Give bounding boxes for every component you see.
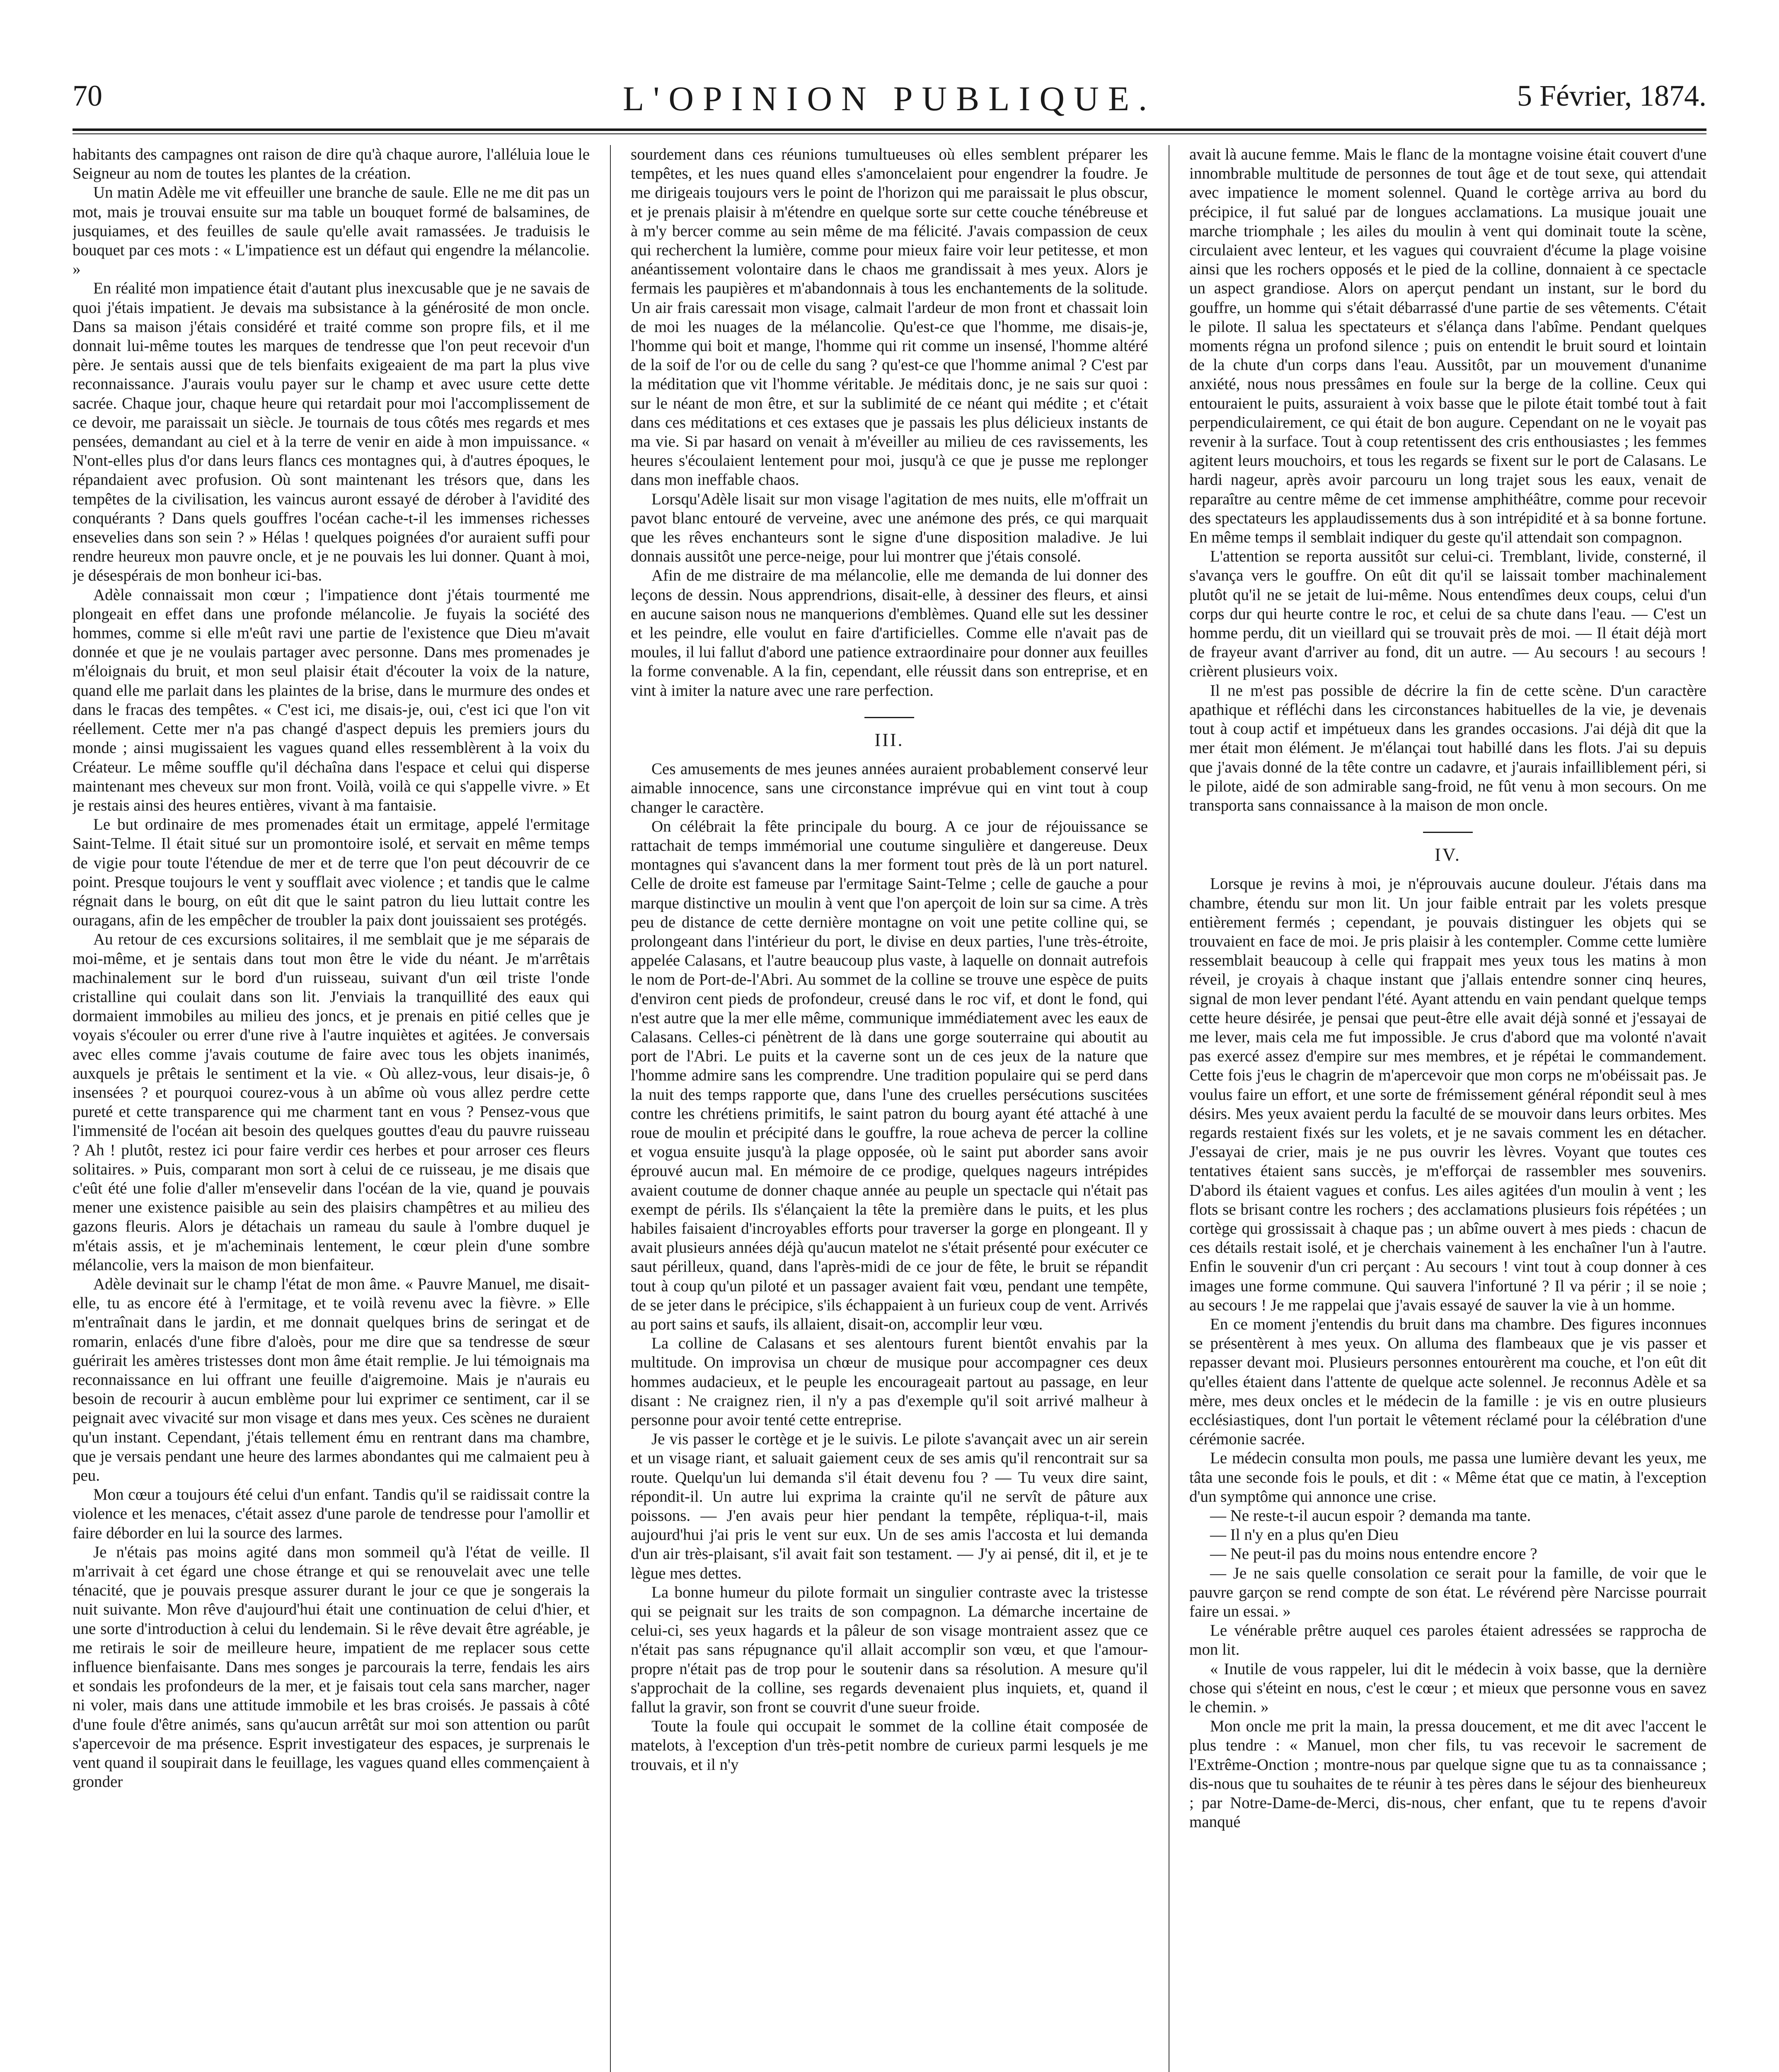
paragraph: La bonne humeur du pilote formait un singulier contraste avec la tristesse qui se peignait sur les traits de son compagnon. La démarche incertaine de celui-ci, ses yeux hagards et la pâleur de son visage montraient assez que ce n'était pas sans répugnance qu'il allait accomplir son vœu, et que l'amour-propre n'était pas de trop pour le soutenir dans sa résolution. A mesure qu'il s'approchait de la colline, ses regards devenaient plus inquiets, et, quand il fallut la gravir, son front se couvrit d'une sueur froide. <box>631 1583 1148 1716</box>
paragraph: Ces amusements de mes jeunes années auraient probablement conservé leur aimable innocence, sans une circonstance imprévue qui en vint tout à coup changer le caractère. <box>631 760 1148 816</box>
paragraph: Lorsqu'Adèle lisait sur mon visage l'agitation de mes nuits, elle m'offrait un pavot blanc entouré de verveine, avec une anémone des prés, ce qui marquait que les rêves enchanteurs sont le signe d'une disposition maladive. Je lui donnais aussitôt une perce-neige, pour lui montrer que j'étais consolé. <box>631 490 1148 566</box>
paragraph: Lorsque je revins à moi, je n'éprouvais aucune douleur. J'étais dans ma chambre, étendu sur mon lit. Un jour faible entrait par les volets presque entièrement fermés ; cependant, je pouvais distinguer les objets qui se trouvaient en face de moi. Je pris plaisir à les contempler. Comme cette lumière ressemblait beaucoup à celle qui frappait mes yeux tous les matins à mon réveil, je croyais à chaque instant que j'allais entendre sonner cinq heures, signal de mon lever pendant l'été. Ayant attendu en vain pendant quelque temps cette heure désirée, je pensai que peut-être elle avait déjà sonné et j'essayai de me lever, mais cela me fut impossible. Je crus d'abord que ma volonté n'avait pas exercé assez d'empire sur mes membres, et je répétai le commandement. Cette fois j'eus le chagrin de m'apercevoir que mon corps ne m'obéissait pas. Je voulus faire un effort, et une sorte de frémissement général répondit seul à mes désirs. Mes yeux avaient perdu la faculté de se mouvoir dans leurs orbites. Mes regards restaient fixés sur les volets, et je ne savais comment les en détacher. J'essayai de crier, mais je ne pus ouvrir les lèvres. Voyant que toutes ces tentatives étaient sans succès, je m'efforçai de rassembler mes souvenirs. D'abord ils étaient vagues et confus. Les ailes agitées d'un moulin à vent ; les flots se brisant contre les rochers ; des acclamations plusieurs fois répétées ; un cortège qui grossissait à chaque pas ; un abîme ouvert à mes pieds : chacun de ces détails restait isolé, et je cherchais vainement à les enchaîner l'un à l'autre. Enfin le souvenir d'un cri perçant : Au secours ! vint tout à coup donner à ces images une forme commune. Qui sauvera l'infortuné ? Il va périr ; il se noie ; au secours ! Je me rappelai que j'avais essayé de sauver la vie à un homme. <box>1189 875 1706 1314</box>
paragraph: — Ne peut-il pas du moins nous entendre encore ? <box>1210 1545 1537 1563</box>
paragraph: « Inutile de vous rappeler, lui dit le médecin à voix basse, que la dernière chose qui s'éteint en nous, c'est le cœur ; et mieux que personne vous en savez le chemin. » <box>1189 1660 1706 1716</box>
paragraph: Le vénérable prêtre auquel ces paroles étaient adressées se rapprocha de mon lit. <box>1189 1622 1706 1659</box>
paragraph: Afin de me distraire de ma mélancolie, elle me demanda de lui donner des leçons de dessin. Nous apprendrions, disait-elle, à dessiner des fleurs, et ainsi en aucune saison nous ne manquerions d'emblèmes. Quand elle sut les dessiner et les peindre, elle voulut en faire d'artificielles. Comme elle n'avait pas de moules, il lui fallut d'abord une patience extraordinaire pour donner aux feuilles la forme convenable. A la fin, cependant, elle réussit dans son entreprise, et en vint à imiter la nature avec une rare perfection. <box>631 566 1148 700</box>
masthead-rule-thin <box>73 133 1706 134</box>
page-number: 70 <box>73 79 102 112</box>
paragraph: On célébrait la fête principale du bourg. A ce jour de réjouissance se rattachait de temps immémorial une coutume singulière et dangereuse. Deux montagnes qui s'avancent dans la mer forment tout près de là un port naturel. Celle de droite est fameuse par l'ermitage Saint-Telme ; celle de gauche a pour marque distinctive un moulin à vent que l'on aperçoit de loin sur sa cime. A très peu de distance de cette dernière montagne on voit une petite colline qui, se prolongeant dans l'intérieur du port, le divise en deux parties, l'une très-étroite, appelée Calasans, et l'autre beaucoup plus vaste, à laquelle on donnait autrefois le nom de Port-de-l'Abri. Au sommet de la colline se trouve une espèce de puits d'environ cent pieds de profondeur, creusé dans le roc vif, et dont le fond, qui n'est autre que la mer elle même, communique immédiatement avec les eaux de Calasans. Celles-ci pénètrent de là dans une gorge souterraine qui aboutit au port de l'Abri. Le puits et la caverne sont un de ces jeux de la nature que l'homme admire sans les comprendre. Une tradition populaire qui se perd dans la nuit des temps rapporte que, dans l'une des cruelles persécutions suscitées contre les chrétiens primitifs, le saint patron du bourg ayant été attaché à une roue de moulin et précipité dans le gouffre, la roue acheva de percer la colline et vogua ensuite jusqu'à la plage opposée, où le saint put aborder sans avoir éprouvé aucun mal. En mémoire de ce prodige, quelques nageurs intrépides avaient coutume de donner chaque année au peuple un spectacle qui n'était pas exempt de périls. Ils s'élançaient la tête la première dans le puits, et les plus habiles faisaient d'incroyables efforts pour traverser la gorge en plongeant. Il y avait plusieurs années déjà qu'aucun matelot ne s'était présenté pour exécuter ce saut périlleux, quand, dans l'après-midi de ce jour de fête, le bruit se répandit tout à coup qu'un piloté et un passager avaient fait vœu, pendant une tempête, de se jeter dans le précipice, s'ils échappaient à un furieux coup de vent. Arrivés au port sains et saufs, ils allaient, disait-on, accomplir leur vœu. <box>631 817 1148 1333</box>
paragraph: Je n'étais pas moins agité dans mon sommeil qu'à l'état de veille. Il m'arrivait à cet égard une chose étrange et qui se renouvelait avec une telle ténacité, que je pouvais presque assurer durant le jour ce que je songerais la nuit suivante. Mon rêve d'aujourd'hui était une continuation de celui d'hier, et une sorte d'introduction à celui du lendemain. Si le rêve devait être agréable, je me retirais le soir de meilleure heure, impatient de me replacer sous cette influence bienfaisante. Dans mes songes je parcourais la terre, fendais les airs et sondais les profondeurs de la mer, et je faisais tout cela sans marcher, nager ni voler, mais dans une attitude immobile et les bras croisés. Je passais à côté d'une foule d'être animés, sans qu'aucun arrêtât sur moi son attention ou parût s'apercevoir de ma présence. Esprit investigateur des espaces, je surprenais le vent quand il soupirait dans le feuillage, les vagues quand elles commençaient à gronder <box>73 1543 590 1791</box>
paragraph: Au retour de ces excursions solitaires, il me semblait que je me séparais de moi-même, et je sentais dans tout mon être le vide du néant. Je m'arrêtais machinalement sur le bord d'un ruisseau, suivant d'un œil triste l'onde cristalline qui coulait dans son lit. J'enviais la tranquillité des eaux qui dormaient immobiles au milieu des joncs, et je prenais en pitié celles que je voyais s'écouler ou errer d'une rive à l'autre inquiètes et agitées. Je conversais avec elles comme j'avais coutume de faire avec tous les objets inanimés, auxquels je prêtais le sentiment et la vie. « Où allez-vous, leur disais-je, ô insensées ? et pourquoi courez-vous à un abîme où vous allez perdre cette pureté et cette transparence qui me charment tant en vous ? Pensez-vous que l'immensité de l'océan ait besoin des quelques gouttes d'eau du pauvre ruisseau ? Ah ! plutôt, restez ici pour faire verdir ces herbes et pour arroser ces fleurs solitaires. » Puis, comparant mon sort à celui de ce ruisseau, je me disais que c'eût été une folie d'aller m'ensevelir dans l'océan de la vie, quand je pouvais mener une existence paisible au sein des plaisirs champêtres et au milieu des gazons fleuris. Alors je détachais un rameau du saule à l'ombre duquel je m'étais assis, et je m'acheminais lentement, le cœur plein d'une sombre mélancolie, vers la maison de mon bienfaiteur. <box>73 930 590 1274</box>
paragraph: Adèle connaissait mon cœur ; l'impatience dont j'étais tourmenté me plongeait en effet dans une profonde mélancolie. Je fuyais la société des hommes, comme si elle m'eût ravi une partie de l'existence que Dieu m'avait donnée et que je ne voulais partager avec personne. Dans mes promenades je m'éloignais du bruit, et mon seul plaisir était d'écouter la voix de la nature, quand elle me parlait dans les plaintes de la brise, dans le murmure des ondes et dans le fracas des tempêtes. « C'est ici, me disais-je, oui, c'est ici que l'on vit réellement. Cette mer n'a pas changé d'aspect depuis les premiers jours du monde ; ainsi mugissaient les vagues quand elles ressemblèrent à la voix du Créateur. Le même souffle qu'il déchaîna dans l'espace et celui qui disperse maintenant mes cheveux sur mon front. Voilà, voilà ce qui s'appelle vivre. » Et je restais ainsi des heures entières, vivant à ma fantaisie. <box>73 586 590 814</box>
paragraph: Le médecin consulta mon pouls, me passa une lumière devant les yeux, me tâta une seconde fois le pouls, et dit : « Même état que ce matin, à l'exception d'un symptôme qui annonce une crise. <box>1189 1449 1706 1506</box>
masthead <box>73 79 1706 128</box>
paragraph: En réalité mon impatience était d'autant plus inexcusable que je ne savais de quoi j'étais impatient. Je devais ma subsistance à la générosité de mon oncle. Dans sa maison j'étais considéré et traité comme son propre fils, et il me donnait lui-même toutes les marques de tendresse que l'on peut recevoir d'un père. Je sentais aussi que de tels bienfaits exigeaient de ma part la plus vive reconnaissance. J'aurais voulu payer sur le champ et avec usure cette dette sacrée. Chaque jour, chaque heure qui retardait pour moi l'accomplissement de ce devoir, me paraissait un siècle. Je tournais de tous côtés mes regards et mes pensées, demandant au ciel et à la terre de venir en aide à mon impuissance. « N'ont-elles plus d'or dans leurs flancs ces montagnes qui, à d'autres époques, le répandaient avec profusion. Où sont maintenant les trésors que, dans les tempêtes de la civilisation, les vaincus auront essayé de dérober à l'avidité des conquérants ? Dans quels gouffres l'océan cache-t-il les immenses richesses ensevelies dans son sein ? » Hélas ! quelques poignées d'or auraient suffi pour rendre heureux mon pauvre oncle, et je ne pouvais les lui donner. Quant à moi, je désespérais de mon bonheur ici-bas. <box>73 279 590 585</box>
text-column-2 <box>631 145 1148 2072</box>
section-number: III. <box>874 729 904 750</box>
masthead-rule <box>73 128 1706 131</box>
section-heading <box>631 717 1148 750</box>
paragraph: En ce moment j'entendis du bruit dans ma chambre. Des figures inconnues se présentèrent à mes yeux. On alluma des flambeaux que je vis passer et repasser devant moi. Plusieurs personnes entourèrent ma couche, et l'on eût dit qu'elles étaient dans l'attente de quelque acte solennel. Je reconnus Adèle et sa mère, mes deux oncles et le médecin de la famille : je vis en outre plusieurs ecclésiastiques, dont l'un portait le vêtement réclamé pour la célébration d'une cérémonie sacrée. <box>1189 1315 1706 1448</box>
paragraph: — Ne reste-t-il aucun espoir ? demanda ma tante. <box>1210 1507 1531 1525</box>
paragraph: Adèle devinait sur le champ l'état de mon âme. « Pauvre Manuel, me disait-elle, tu as encore été à l'ermitage, et te voilà revenu avec la fièvre. » Elle m'entraînait dans le jardin, et me donnait quelques brins de seringat et de romarin, enlacés d'une fibre d'aloès, pour me dire que sa tendresse de sœur guérirait les amères tristesses dont mon âme était remplie. Je lui témoignais ma reconnaissance en lui offrant une feuille d'aigremoine. Mais je n'aurais eu besoin de recourir à aucun emblème pour lui exprimer ce sentiment, car il se peignait avec vivacité sur mon visage et dans mes yeux. Ces scènes ne duraient qu'un instant. Cependant, j'étais tellement ému en rentrant dans ma chambre, que je versais pendant une heure des larmes abondantes qui me calmaient peu à peu. <box>73 1275 590 1485</box>
issue-date: 5 Février, 1874. <box>1517 79 1706 112</box>
paragraph: Le but ordinaire de mes promenades était un ermitage, appelé l'ermitage Saint-Telme. Il était situé sur un promontoire isolé, et servait en même temps de vigie pour toute l'étendue de mer et de terre que l'on peut découvrir de ce point. Presque toujours le vent y soufflait avec violence ; et tandis que le calme régnait dans le bourg, on eût dit que le saint patron du lieu luttait contre les ouragans, afin de les empêcher de troubler la paix dont jouissaient ses protégés. <box>73 816 590 929</box>
section-number: IV. <box>1435 845 1461 865</box>
paragraph: L'attention se reporta aussitôt sur celui-ci. Tremblant, livide, consterné, il s'avança vers le gouffre. On eût dit qu'il se laissait tomber machinalement plutôt qu'il ne se jetait de lui-même. Nous entendîmes deux coups, celui d'un corps dur qui heurte contre le roc, et celui de sa chute dans l'eau. — C'est un homme perdu, dit un vieillard qui se trouvait près de moi. — Il était déjà mort de frayeur avant d'arriver au fond, dit un autre. — Au secours ! au secours ! crièrent plusieurs voix. <box>1189 547 1706 680</box>
paragraph: — Il n'y en a plus qu'en Dieu <box>1210 1526 1399 1544</box>
paragraph: — Je ne sais quelle consolation ce serait pour la famille, de voir que le pauvre garçon se rend compte de son état. Le révérend père Narcisse pourrait faire un essai. » <box>1189 1564 1706 1621</box>
paragraph: Il ne m'est pas possible de décrire la fin de cette scène. D'un caractère apathique et réfléchi dans les circonstances habituelles de la vie, je devenais tout à coup actif et impétueux dans les grandes occasions. J'ai déjà dit que la mer était mon élément. Je m'élançai tout habillé dans les flots. J'ai su depuis que j'avais donné de la tête contre un cadavre, et j'aurais infailliblement péri, si le pilote, aidé de son admirable sang-froid, ne fût venu à mon secours. On me transporta sans connaissance à la maison de mon oncle. <box>1189 681 1706 814</box>
paragraph: avait là aucune femme. Mais le flanc de la montagne voisine était couvert d'une innombrable multitude de personnes de tout âge et de tout sexe, qui attendait avec impatience le moment solennel. Quand le cortège arriva au bord du précipice, il fut salué par de longues acclamations. La musique jouait une marche triomphale ; les ailes du moulin à vent qui dominait toute la scène, circulaient avec lenteur, et les vagues qui couvraient d'écume la plage voisine ainsi que les rochers opposés et le pied de la colline, donnaient à ce spectacle un aspect grandiose. Alors on aperçut pendant un instant, sur le bord du gouffre, un homme qui s'était débarrassé d'une partie de ses vêtements. C'était le pilote. Il salua les spectateurs et s'élança dans l'abîme. Pendant quelques moments régna un profond silence ; puis on entendit le bruit sourd et lointain de la chute d'un corps dans l'eau. Aussitôt, par un mouvement d'unanime anxiété, nous nous pressâmes en foule sur la berge de la colline. Ceux qui entouraient le puits, assuraient à voix basse que le pilote était tombé tout à fait perpendiculairement, ce qui était de bon augure. Cependant on ne le voyait pas revenir à la surface. Tout à coup retentissent des cris enthousiastes ; les femmes agitent leurs mouchoirs, et tous les regards se fixent sur le port de Calasans. Le hardi nageur, après avoir parcouru un long trajet sous les eaux, venait de reparaître au centre même de cet immense amphithéâtre, comme pour recevoir des spectateurs les applaudissements dus à son intrépidité et à sa bonne fortune. En même temps il semblait indiquer du geste qu'il attendait son compagnon. <box>1189 145 1706 547</box>
text-column-3 <box>1189 145 1706 2072</box>
column-divider <box>610 145 611 2072</box>
paragraph: Je vis passer le cortège et je le suivis. Le pilote s'avançait avec un air serein et un visage riant, et saluait gaiement ceux de ses amis qu'il rencontrait sur sa route. Quelqu'un lui demanda s'il était devenu fou ? — Tu veux dire saint, répondit-il. Un autre lui exprima la crainte qu'il ne servît de pâture aux poissons. — J'en avais peur hier pendant la tempête, répliqua-t-il, mais aujourd'hui j'ai pris le vent sur eux. Un de ses amis l'accosta et lui demanda d'un air très-plaisant, s'il avait fait son testament. — J'y ai pensé, dit il, et je te lègue mes dettes. <box>631 1430 1148 1582</box>
text-column-1 <box>73 145 590 2072</box>
paragraph: habitants des campagnes ont raison de dire qu'à chaque aurore, l'alléluia loue le Seigneur au nom de toutes les plantes de la création. <box>73 145 590 183</box>
section-rule <box>1423 832 1473 833</box>
paragraph: La colline de Calasans et ses alentours furent bientôt envahis par la multitude. On improvisa un chœur de musique pour accompagner ces deux hommes audacieux, et le peuple les encourageait partout au passage, en leur disant : Ne craignez rien, il n'y a pas d'exemple qu'il soit arrivé malheur à personne pour avoir tenté cette entreprise. <box>631 1334 1148 1429</box>
paragraph: Mon oncle me prit la main, la pressa doucement, et me dit avec l'accent le plus tendre : « Manuel, mon cher fils, tu vas recevoir le sacrement de l'Extrême-Onction ; montre-nous par quelque signe que tu as ta connaissance ; dis-nous que tu souhaites de te réunir à tes pères dans le séjour des bienheureux ; par Notre-Dame-de-Merci, dis-nous, cher enfant, que tu te repens d'avoir manqué <box>1189 1717 1706 1831</box>
paragraph: Mon cœur a toujours été celui d'un enfant. Tandis qu'il se raidissait contre la violence et les menaces, c'était assez d'une parole de tendresse pour l'amollir et faire déborder en lui la source des larmes. <box>73 1486 590 1542</box>
section-rule <box>864 717 914 718</box>
paragraph: Un matin Adèle me vit effeuiller une branche de saule. Elle ne me dit pas un mot, mais je trouvai ensuite sur ma table un bouquet formé de balsamines, de jusquiames, et des feuilles de saule qu'elle avait ramassées. Je traduisis le bouquet par ces mots : « L'impatience est un défaut qui engendre la mélancolie. » <box>73 184 590 278</box>
paragraph: Toute la foule qui occupait le sommet de la colline était composée de matelots, à l'exception d'un très-petit nombre de curieux parmi lesquels je me trouvais, et il n'y <box>631 1717 1148 1774</box>
newspaper-title: L'OPINION PUBLIQUE. <box>622 80 1157 118</box>
section-heading <box>1189 832 1706 864</box>
paragraph: sourdement dans ces réunions tumultueuses où elles semblent préparer les tempêtes, et les nues quand elles s'amoncelaient pour engendrer la foudre. Je me dirigeais toujours vers le point de l'horizon qui me paraissait le plus obscur, et je prenais plaisir à m'étendre en quelque sorte sur cette couche ténébreuse et à m'y bercer comme au sein même de ma félicité. J'avais compassion de ceux qui recherchent la lumière, comme pour mieux faire voir leur petitesse, et mon anéantissement volontaire dans le chaos me grandissait à mes yeux. Alors je fermais les paupières et m'abandonnais à tous les enchantements de la solitude. Un air frais caressait mon visage, calmait l'ardeur de mon front et chassait loin de moi les nuages de la mélancolie. Qu'est-ce que l'homme, me disais-je, l'homme qui boit et mange, l'homme qui rit comme un insensé, l'homme altéré de la soif de l'or ou de celle du sang ? qu'est-ce que l'homme animal ? C'est par la méditation que vit l'homme véritable. Je méditais donc, je ne sais sur quoi : sur le néant de mon être, et sur la sublimité de ce néant qui médite ; et c'était dans ces méditations et ces extases que je passais les plus délicieux instants de ma vie. Si par hasard on venait à m'éveiller au milieu de ces ravissements, les heures s'écoulaient lentement pour moi, jusqu'à ce que je pusse me replonger dans mon ineffable chaos. <box>631 145 1148 489</box>
